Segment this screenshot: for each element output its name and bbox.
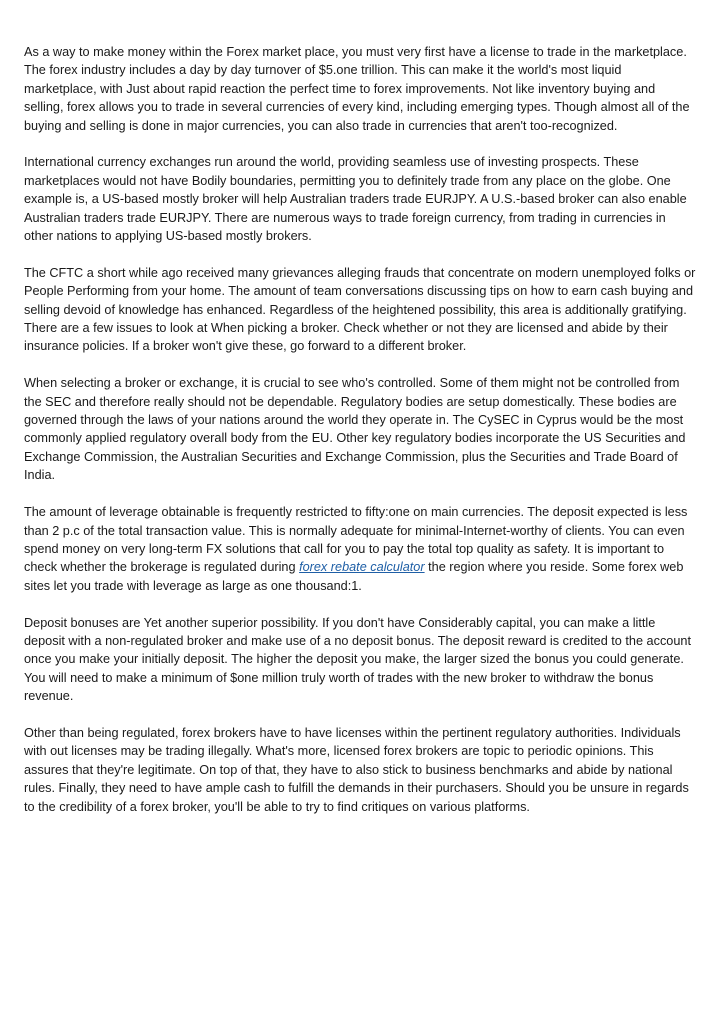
paragraph-international-exchanges: International currency exchanges run around the world, providing seamless use of investing prospects. These marketplaces would not have Bodily boundaries, permitting you to definitely trade from any place on the globe. One example is, a US-based mostly broker will help Australian traders trade EURJPY. A U.S.-based broker can also enable Australian traders trade EURJPY. There are numerous ways to trade foreign currency, from trading in currencies in other nations to applying US-based mostly brokers. — [24, 155, 687, 244]
paragraph-cftc-grievances: The CFTC a short while ago received many grievances alleging frauds that concentrate on modern unemployed folks or People Performing from your home. The amount of team conversations discussing tips on how to earn cash buying and selling devoid of knowledge has enhanced. Regardless of the heightened possibility, this area is additionally gratifying. There are a few issues to look at When picking a broker. Check whether or not they are licensed and abide by their insurance policies. If a broker won't give these, go forward to a different broker. — [24, 265, 696, 354]
paragraph-leverage — [24, 503, 696, 595]
forex-rebate-calculator-link[interactable]: forex rebate calculator — [299, 560, 425, 575]
paragraph-licensing: Other than being regulated, forex brokers have to have licenses within the pertinent regulatory authorities. Individuals with out licenses may be trading illegally. What's more, licensed forex brokers are topic to periodic opinions. This assures that they're legitimate. On top of that, they have to also stick to business benchmarks and abide by national rules. Finally, they need to have ample cash to fulfill the demands in their purchasers. Should you be unsure in regards to the credibility of a forex broker, you'll be able to try to find critiques on various platforms. — [24, 725, 689, 814]
paragraph-regulation: When selecting a broker or exchange, it is crucial to see who's controlled. Some of them might not be controlled from the SEC and therefore really should not be dependable. Regulatory bodies are setup domestically. These bodies are governed through the laws of your nations around the world they operate in. The CySEC in Cyprus would be the most commonly applied regulatory overall body from the EU. Other key regulatory bodies incorporate the US Securities and Exchange Commission, the Australian Securities and Exchange Commission, plus the Securities and Trade Board of India. — [24, 376, 686, 483]
paragraph-license: As a way to make money within the Forex market place, you must very first have a license to trade in the marketplace. The forex industry includes a day by day turnover of $5.one trillion. This can make it the world's most liquid marketplace, with Just about rapid reaction the perfect time to forex improvements. Not like inventory buying and selling, forex allows you to trade in several currencies of every kind, including emerging types. Though almost all of the buying and selling is done in major currencies, you can also trade in currencies that aren't too-recognized. — [24, 45, 690, 133]
leverage-text-before: The amount of leverage obtainable is frequently restricted to fifty:one on main currencies. The deposit expected is less than 2 p.c of the total transaction value. This is normally adequate for minimal-Internet-worthy of clients. You can even spend money on very long-term FX solutions that call for you to pay the total top quality as safety. It is important to check whether the brokerage is regulated during — [24, 505, 688, 575]
leverage-text-after: the region where you reside. Some forex web sites let you trade with leverage as large as one thousand:1. — [24, 560, 684, 593]
paragraph-deposit-bonuses: Deposit bonuses are Yet another superior possibility. If you don't have Considerably capital, you can make a little deposit with a non-regulated broker and make use of a no deposit bonus. The deposit reward is credited to the account once you make your initially deposit. The higher the deposit you make, the larger sized the bonus you could generate. You will need to make a minimum of $one million truly worth of trades with the new broker to withdraw the bonus revenue. — [24, 615, 691, 704]
